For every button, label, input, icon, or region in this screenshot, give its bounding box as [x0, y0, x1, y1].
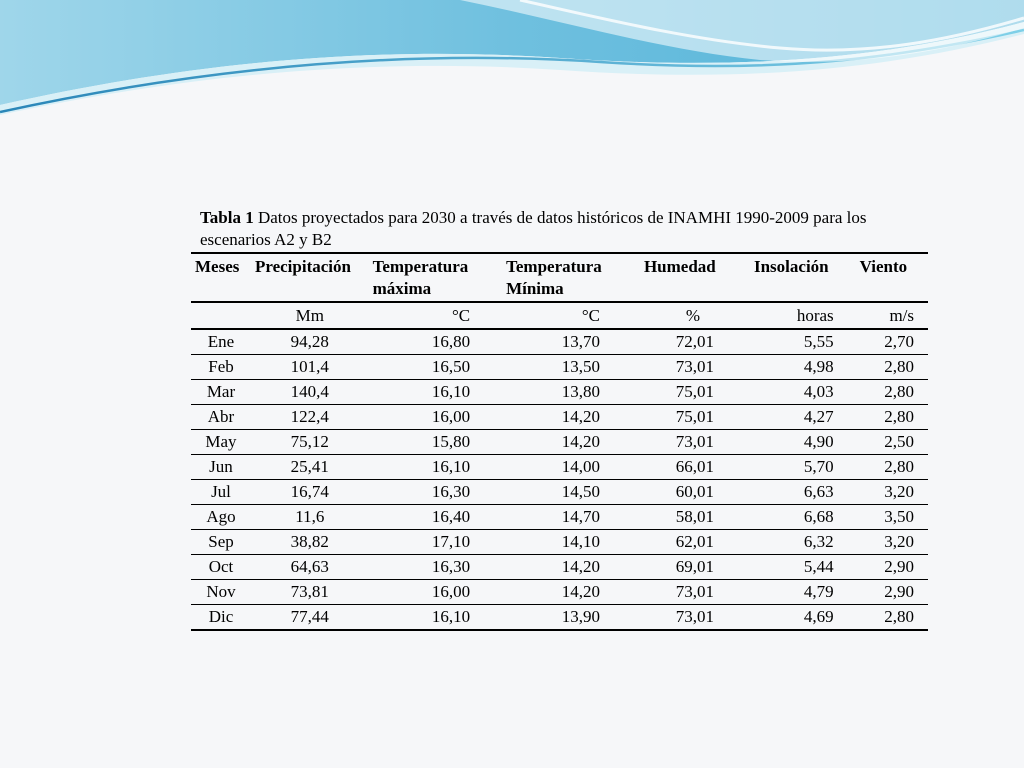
table-caption [200, 207, 930, 251]
cell-precipitacion: 94,28 [290, 332, 329, 351]
cell-insolacion: 5,44 [803, 557, 834, 576]
cell-mes: Mar [206, 382, 236, 401]
cell-humedad: 73,01 [675, 432, 714, 451]
table-row [191, 480, 928, 505]
cell-insolacion: 4,03 [803, 382, 834, 401]
cell-temp-min: 14,20 [561, 407, 600, 426]
cell-insolacion: 4,79 [803, 582, 834, 601]
unit-temperatura-maxima: °C [451, 305, 471, 325]
cell-insolacion: 4,27 [803, 407, 834, 426]
cell-precipitacion: 77,44 [290, 607, 329, 626]
cell-temp-min: 14,20 [561, 432, 600, 451]
cell-insolacion: 6,63 [803, 482, 834, 501]
header-precipitacion: Precipitación [254, 257, 351, 276]
cell-temp-max: 16,00 [431, 407, 471, 426]
cell-temp-max: 16,10 [431, 457, 471, 476]
table-row [191, 355, 928, 380]
cell-temp-min: 14,10 [561, 532, 600, 551]
cell-insolacion: 5,70 [803, 457, 834, 476]
cell-temp-min: 14,20 [561, 582, 600, 601]
table-row [191, 505, 928, 530]
cell-viento: 2,80 [884, 357, 914, 376]
cell-temp-max: 15,80 [431, 432, 471, 451]
cell-precipitacion: 75,12 [290, 432, 329, 451]
header-temperatura-minima [502, 253, 640, 302]
cell-temp-min: 13,50 [561, 357, 600, 376]
table-body [191, 329, 928, 630]
header-humedad: Humedad [643, 257, 716, 276]
cell-temp-max: 16,10 [431, 607, 471, 626]
cell-humedad: 73,01 [675, 357, 714, 376]
cell-temp-min: 13,70 [561, 332, 600, 351]
caption-text: Datos proyectados para 2030 a través de datos históricos de INAMHI 1990-2009 para los escenarios A2 y B2 [200, 208, 867, 249]
cell-temp-max: 16,30 [431, 482, 471, 501]
header-tmax-line2: máxima [372, 279, 432, 298]
cell-mes: Oct [208, 557, 234, 576]
table-row [191, 530, 928, 555]
cell-insolacion: 6,32 [803, 532, 834, 551]
unit-temperatura-minima: °C [581, 305, 600, 325]
cell-precipitacion: 122,4 [290, 407, 329, 426]
cell-mes: Nov [206, 582, 236, 601]
cell-mes: Jul [211, 482, 231, 501]
cell-temp-max: 16,50 [431, 357, 471, 376]
cell-insolacion: 5,55 [803, 332, 834, 351]
header-tmin-line2: Mínima [506, 279, 564, 298]
table-row [191, 380, 928, 405]
cell-temp-max: 16,30 [431, 557, 471, 576]
cell-temp-min: 13,80 [561, 382, 600, 401]
table-row [191, 605, 928, 631]
cell-viento: 2,90 [884, 557, 914, 576]
decorative-wave-banner [0, 0, 1024, 130]
cell-viento: 3,20 [884, 482, 914, 501]
cell-viento: 3,50 [884, 507, 914, 526]
cell-precipitacion: 73,81 [290, 582, 329, 601]
cell-viento: 2,90 [884, 582, 914, 601]
cell-humedad: 62,01 [675, 532, 714, 551]
cell-precipitacion: 64,63 [290, 557, 329, 576]
unit-viento: m/s [889, 305, 914, 325]
cell-temp-max: 16,40 [431, 507, 471, 526]
cell-mes: Abr [207, 407, 235, 426]
cell-insolacion: 6,68 [803, 507, 834, 526]
table-row [191, 580, 928, 605]
cell-viento: 2,80 [884, 407, 914, 426]
table-row [191, 455, 928, 480]
table-row [191, 405, 928, 430]
cell-precipitacion: 25,41 [290, 457, 329, 476]
cell-temp-max: 17,10 [431, 532, 471, 551]
header-meses: Meses [195, 257, 240, 276]
cell-insolacion: 4,98 [803, 357, 834, 376]
unit-precipitacion: Mm [295, 305, 324, 325]
cell-mes: Sep [208, 532, 234, 551]
header-tmax-line1: Temperatura [372, 257, 469, 276]
header-tmin-line1: Temperatura [506, 257, 602, 276]
cell-temp-min: 14,50 [561, 482, 600, 501]
cell-viento: 2,50 [884, 432, 914, 451]
unit-humedad: % [685, 305, 700, 325]
table-header-row [191, 253, 928, 302]
cell-temp-min: 13,90 [561, 607, 600, 626]
cell-viento: 2,80 [884, 457, 914, 476]
cell-viento: 3,20 [884, 532, 914, 551]
cell-temp-max: 16,80 [431, 332, 471, 351]
cell-mes: Ago [206, 507, 236, 526]
header-viento: Viento [859, 257, 908, 276]
cell-mes: Dic [208, 607, 234, 626]
cell-temp-min: 14,20 [561, 557, 600, 576]
cell-insolacion: 4,69 [803, 607, 834, 626]
table-row [191, 430, 928, 455]
header-temperatura-maxima [369, 253, 503, 302]
cell-insolacion: 4,90 [803, 432, 834, 451]
cell-mes: Ene [207, 332, 235, 351]
cell-humedad: 72,01 [675, 332, 714, 351]
cell-humedad: 60,01 [675, 482, 714, 501]
cell-mes: Jun [209, 457, 233, 476]
cell-precipitacion: 140,4 [290, 382, 329, 401]
caption-label: Tabla 1 [200, 208, 254, 227]
cell-precipitacion: 11,6 [295, 507, 325, 526]
table-units-row [191, 302, 928, 329]
cell-humedad: 58,01 [675, 507, 714, 526]
cell-humedad: 69,01 [675, 557, 714, 576]
cell-mes: Feb [208, 357, 234, 376]
cell-temp-max: 16,00 [431, 582, 471, 601]
climate-data-table [191, 252, 928, 631]
unit-insolacion: horas [796, 305, 834, 325]
cell-humedad: 73,01 [675, 607, 714, 626]
cell-precipitacion: 16,74 [290, 482, 329, 501]
cell-humedad: 66,01 [675, 457, 714, 476]
header-insolacion: Insolación [753, 257, 829, 276]
table-row [191, 329, 928, 355]
cell-temp-max: 16,10 [431, 382, 471, 401]
cell-viento: 2,80 [884, 382, 914, 401]
cell-humedad: 73,01 [675, 582, 714, 601]
table-row [191, 555, 928, 580]
unit-meses [191, 302, 251, 329]
cell-viento: 2,80 [884, 607, 914, 626]
cell-mes: May [205, 432, 237, 451]
cell-viento: 2,70 [884, 332, 914, 351]
cell-temp-min: 14,00 [561, 457, 600, 476]
cell-precipitacion: 101,4 [290, 357, 329, 376]
cell-humedad: 75,01 [675, 382, 714, 401]
cell-precipitacion: 38,82 [290, 532, 329, 551]
cell-humedad: 75,01 [675, 407, 714, 426]
cell-temp-min: 14,70 [561, 507, 600, 526]
